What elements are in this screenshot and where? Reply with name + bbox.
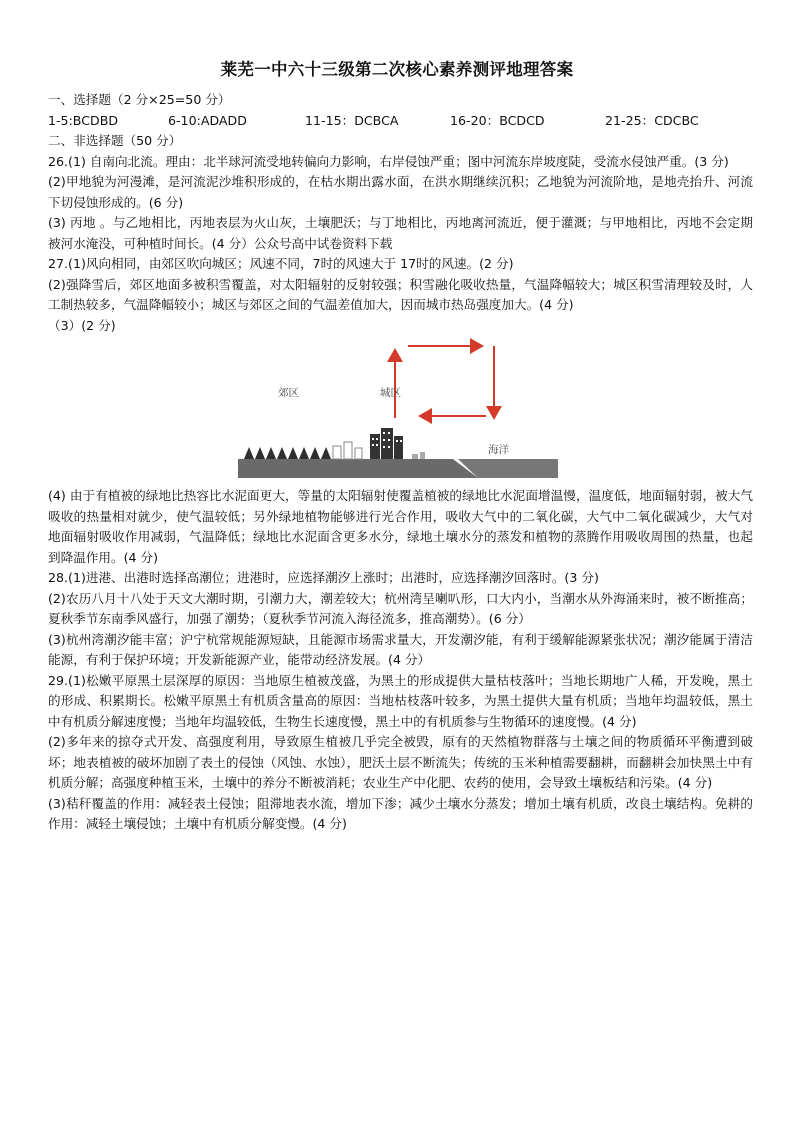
q26-part1: 26.(1) 自南向北流。理由：北半球河流受地转偏向力影响，右岸侵蚀严重；图中河流东岸坡度陡，受流水侵蚀严重。(3 分) xyxy=(48,153,729,169)
q27-part1: 27.(1)风向相同，由郊区吹向城区；风速不同，7时的风速大于 17时的风速。(2 分) xyxy=(48,256,514,271)
answer-body xyxy=(48,90,753,835)
q27-part3: （3）(2 分) xyxy=(48,317,116,333)
land-ground xyxy=(238,459,478,478)
city-buildings xyxy=(370,428,403,459)
circulation-diagram xyxy=(48,336,753,486)
section-nonchoice-heading: 二、非选择题（50 分） xyxy=(48,133,182,148)
choice-answer-1-5: 1-5:BCDBD xyxy=(48,112,119,128)
heat-island-circulation-figure xyxy=(48,336,753,486)
q29-part1: 29.(1)松嫩平原黑土层深厚的原因：当地原生植被茂盛，为黑土的形成提供大量枯枝落叶；当地长期地广人稀，开发晚，黑土的形成、积累期长。松嫩平原黑土有机质含量高的原因：当地枯枝落叶较多，为黑土提供大量有机质；当地年均温较低，黑土中有机质分解速度慢；当地年均温较低，生物生长速度慢，黑土中的有机质参与生物循环的速度慢。(4 分) xyxy=(48,672,753,729)
q26-part3: (3) 丙地 。与乙地相比，丙地表层为火山灰，土壤肥沃；与丁地相比，丙地离河流近，便于灌溉；与甲地相比，丙地不会定期被河水淹没，可种植时间长。(4 分）公众号高中试卷资料下载 xyxy=(48,215,753,251)
suburb-trees xyxy=(244,447,331,459)
q29-part3: (3)秸秆覆盖的作用：减轻表土侵蚀；阻滞地表水流，增加下渗；减少土壤水分蒸发；增加土壤有机质，改良土壤结构。免耕的作用：减轻土壤侵蚀；土壤中有机质分解变慢。(4 分) xyxy=(48,795,753,831)
q27-part4: (4) 由于有植被的绿地比热容比水泥面更大，等量的太阳辐射使覆盖植被的绿地比水泥面增温慢，温度低，地面辐射弱，被大气吸收的热量相对就少，使气温较低；另外绿地植物能够进行光合作用，吸收大气中的二氧化碳，大气中二氧化碳减少，大气对地面辐射吸收作用减弱，气温降低；绿地比水泥面含更多水分，绿地土壤水分的蒸发和植物的蒸腾作用吸收周围的热量，也起到降温作用。(4 分) xyxy=(48,488,753,565)
suburb-label: 郊区 xyxy=(278,387,299,399)
q28-part1: 28.(1)进港、出港时选择高潮位；进港时，应选择潮汐上涨时；出港时，应选择潮汐回落时。(3 分) xyxy=(48,570,599,585)
section-choice-heading: 一、选择题（2 分×25=50 分） xyxy=(48,92,231,107)
q26-part2: (2)甲地貌为河漫滩，是河流泥沙堆积形成的，在枯水期出露水面，在洪水期继续沉积；乙地貌为河流阶地，是地壳抬升、河流下切侵蚀形成的。(6 分) xyxy=(48,174,753,210)
q29-part2: (2)多年来的掠夺式开发、高强度利用，导致原生植被几乎完全被毁，原有的天然植物群落与土壤之间的物质循环平衡遭到破坏；地表植被的破坏加剧了表土的侵蚀（风蚀、水蚀），肥沃土层不断流失；传统的玉米种植需要翻耕，而翻耕会加快黑土中有机质分解；高强度种植玉米，土壤中的养分不断被消耗；农业生产中化肥、农药的使用，会导致土壤板结和污染。(4 分) xyxy=(48,734,753,790)
q27-part2: (2)强降雪后，郊区地面多被积雪覆盖，对太阳辐射的反射较强；积雪融化吸收热量，气温降幅较大；城区积雪清理较及时，人工制热较多，气温降幅较小；城区与郊区之间的气温差值加大，因而城市热岛强度加大。(4 分) xyxy=(48,276,753,312)
choice-answer-11-15: 11-15：DCBCA xyxy=(305,112,399,128)
choice-answer-16-20: 16-20：BCDCD xyxy=(450,112,545,128)
coast-structures xyxy=(412,452,425,459)
ocean-label: 海洋 xyxy=(488,444,509,456)
q28-part2: (2)农历八月十八处于天文大潮时期，引潮力大，潮差较大；杭州湾呈喇叭形，口大内小，当潮水从外海涌来时，被不断推高；夏秋季节东南季风盛行，加强了潮势；（夏秋季节河流入海径流多，推高潮势）。(6 分） xyxy=(48,590,753,626)
suburb-houses xyxy=(333,442,362,459)
q28-part3: (3)杭州湾潮汐能丰富；沪宁杭常规能源短缺，且能源市场需求量大，开发潮汐能，有利于缓解能源紧张状况；潮汐能属于清洁能源，有利于保护环境；开发新能源产业，能带动经济发展。(4 分） xyxy=(48,631,753,667)
choice-answer-6-10: 6-10:ADADD xyxy=(168,112,247,128)
page-title: 莱芜一中六十三级第二次核心素养测评地理答案 xyxy=(220,60,574,79)
city-label: 城区 xyxy=(380,387,401,399)
choice-answers xyxy=(48,111,753,132)
choice-answer-21-25: 21-25：CDCBC xyxy=(605,112,699,128)
